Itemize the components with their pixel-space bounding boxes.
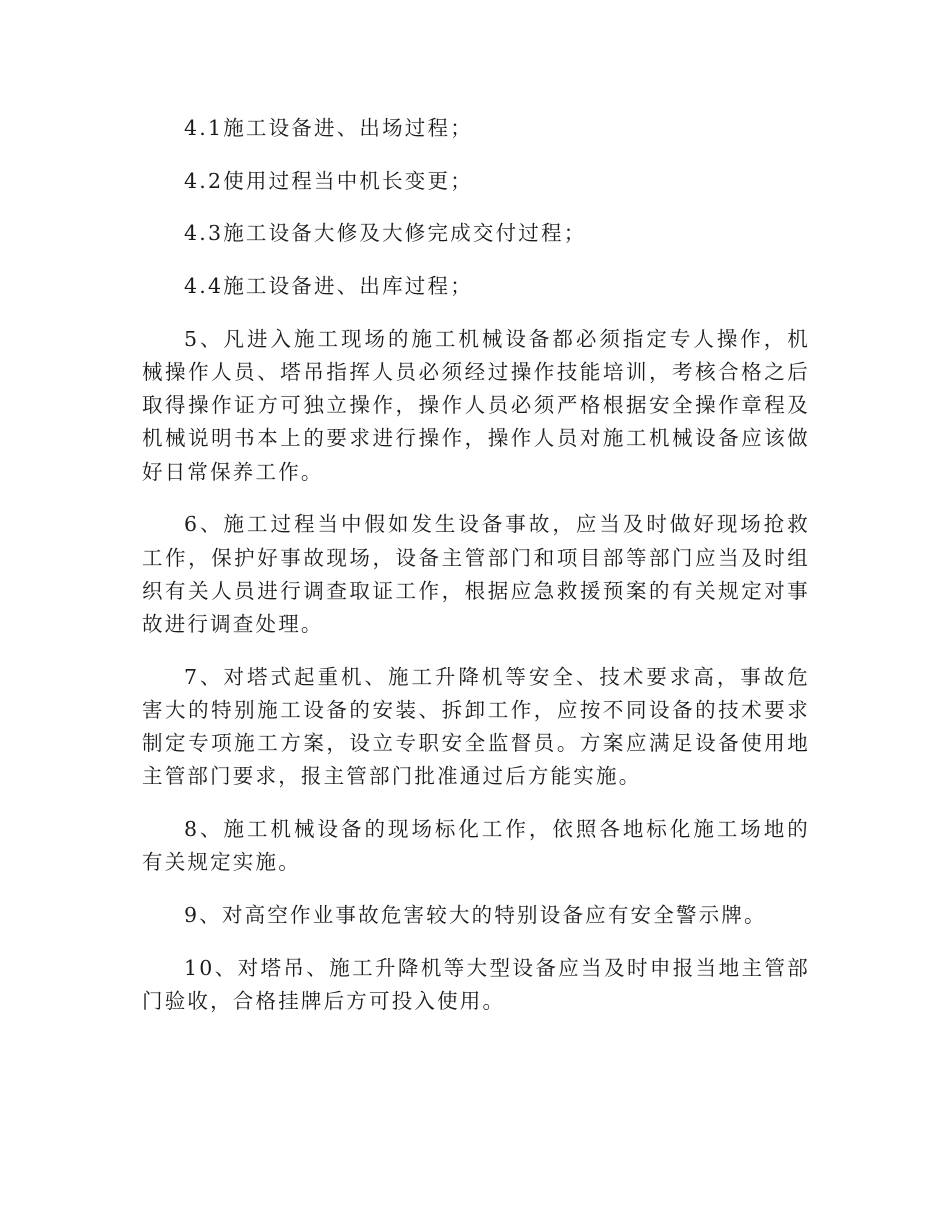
paragraph: 7、对塔式起重机、施工升降机等安全、技术要求高，事故危害大的特别施工设备的安装、拆卸工作，应按不同设备的技术要求制定专项施工方案，设立专职安全监督员。方案应满足设备使用地主管部门要求，报主管部门批准通过后方能实施。 bbox=[142, 664, 810, 789]
paragraph: 6、施工过程当中假如发生设备事故，应当及时做好现场抢救工作，保护好事故现场，设备主管部门和项目部等部门应当及时组织有关人员进行调查取证工作，根据应急救援预案的有关规定对事故进行调查处理。 bbox=[142, 512, 810, 636]
list-item: 4.3施工设备大修及大修完成交付过程； bbox=[184, 221, 587, 246]
paragraph: 10、对塔吊、施工升降机等大型设备应当及时申报当地主管部门验收，合格挂牌后方可投入使用。 bbox=[142, 955, 810, 1013]
paragraph: 8、施工机械设备的现场标化工作，依照各地标化施工场地的有关规定实施。 bbox=[142, 816, 810, 875]
list-item: 4.1施工设备进、出场过程； bbox=[184, 116, 473, 140]
paragraph: 9、对高空作业事故危害较大的特别设备应有安全警示牌。 bbox=[184, 902, 767, 927]
list-item: 4.4施工设备进、出库过程； bbox=[184, 274, 473, 299]
list-item: 4.2使用过程当中机长变更； bbox=[184, 168, 473, 193]
document-body bbox=[142, 112, 810, 1037]
paragraph: 5、凡进入施工现场的施工机械设备都必须指定专人操作，机械操作人员、塔吊指挥人员必须经过操作技能培训，考核合格之后取得操作证方可独立操作，操作人员必须严格根据安全操作章程及机械说明书本上的要求进行操作，操作人员对施工机械设备应该做好日常保养工作。 bbox=[142, 326, 810, 484]
